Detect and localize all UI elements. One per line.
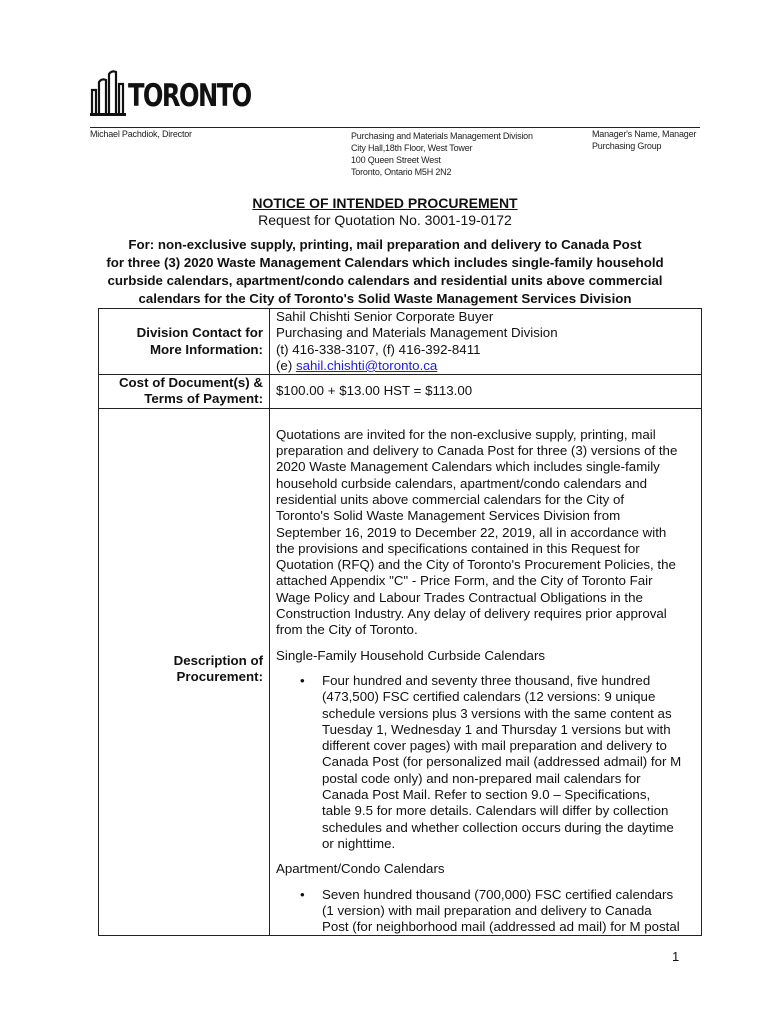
- rfq-number: Request for Quotation No. 3001-19-0172: [258, 212, 512, 228]
- single-family-list: [276, 673, 693, 852]
- summary-line: curbside calendars, apartment/condo calendars and residential units above commercial: [107, 273, 663, 288]
- contact-label: Division Contact for More Information:: [99, 309, 270, 375]
- address-line: Purchasing and Materials Management Division: [351, 131, 533, 141]
- manager-block: [592, 128, 696, 152]
- bullet-icon: •: [300, 672, 305, 688]
- intro-paragraph: Quotations are invited for the non-exclusive supply, printing, mail preparation and delivery to Canada Post for three (3) versions of the 2020 Waste Management Calendars which includes single-family household curbside calendars, apartment/condo calendars and residential units above commercial calendars for the City of Toronto's Solid Waste Management Services Division from September 16, 2019 to December 22, 2019, all in accordance with the provisions and specifications contained in this Request for Quotation (RFQ) and the City of Toronto's Procurement Policies, the attached Appendix "C" - Price Form, and the City of Toronto Fair Wage Policy and Labour Trades Contractual Obligations in the Construction Industry. Any delay of delivery requires prior approval from the City of Toronto.: [276, 426, 678, 638]
- description-row: [99, 408, 702, 936]
- manager-line: Manager's Name, Manager: [592, 129, 697, 139]
- summary-line: calendars for the City of Toronto's Solid Waste Management Services Division: [138, 291, 632, 306]
- director-name: Michael Pachdiok, Director: [90, 129, 192, 139]
- procurement-summary: [88, 236, 682, 308]
- logo-wordmark: TORONTO: [128, 78, 251, 114]
- summary-line: For: non-exclusive supply, printing, mail preparation and delivery to Canada Post: [128, 237, 642, 252]
- address-line: City Hall,18th Floor, West Tower: [351, 143, 473, 153]
- contact-phone: (t) 416-338-3107, (f) 416-392-8411: [276, 341, 481, 357]
- address-line: Toronto, Ontario M5H 2N2: [351, 167, 452, 177]
- notice-title: NOTICE OF INTENDED PROCUREMENT: [252, 195, 518, 211]
- contact-division: Purchasing and Materials Management Division: [276, 325, 558, 341]
- page-number: 1: [672, 949, 680, 964]
- summary-line: for three (3) 2020 Waste Management Calendars which includes single-family household: [106, 255, 664, 270]
- cost-label: Cost of Document(s) & Terms of Payment:: [99, 375, 270, 409]
- contact-value: [270, 309, 702, 375]
- list-item: • Seven hundred thousand (700,000) FSC certified calendars (1 version) with mail preparation and delivery to Canada Post (for neighborhood mail (addressed ad mail) for M postal: [300, 886, 680, 935]
- section-heading-apartment: Apartment/Condo Calendars: [276, 861, 445, 877]
- bullet-icon: •: [300, 886, 305, 902]
- cost-value: $100.00 + $13.00 HST = $113.00: [270, 375, 702, 409]
- contact-email-line: (e) sahil.chishti@toronto.ca: [276, 357, 438, 373]
- city-hall-icon: [90, 70, 130, 116]
- section-heading-single-family: Single-Family Household Curbside Calendars: [276, 647, 546, 663]
- division-address: [351, 130, 533, 178]
- email-link[interactable]: sahil.chishti@toronto.ca: [295, 357, 438, 373]
- procurement-table: [98, 308, 702, 936]
- apartment-list: [276, 887, 693, 936]
- cost-row: [99, 375, 702, 409]
- contact-row: [99, 309, 702, 375]
- toronto-logo: [90, 70, 250, 118]
- description-label: Description of Procurement:: [99, 408, 270, 936]
- description-value: [270, 408, 702, 936]
- manager-line: Purchasing Group: [592, 141, 662, 151]
- contact-name: Sahil Chishti Senior Corporate Buyer: [276, 309, 494, 324]
- list-item: • Four hundred and seventy three thousand, five hundred (473,500) FSC certified calendars (12 versions: 9 unique schedule versions plus 3 versions with the same content as Tuesday 1, Wednesday 1 and Thursday 1 versions but with different cover pages) with mail preparation and delivery to Canada Post (for personalized mail (addressed admail) for M postal code only) and non-prepared mail calendars for Canada Post Mail. Refer to section 9.0 – Specifications, table 9.5 for more details. Calendars will differ by collection schedules and whether collection occurs during the daytime or nighttime.: [300, 672, 682, 851]
- address-line: 100 Queen Street West: [351, 155, 441, 165]
